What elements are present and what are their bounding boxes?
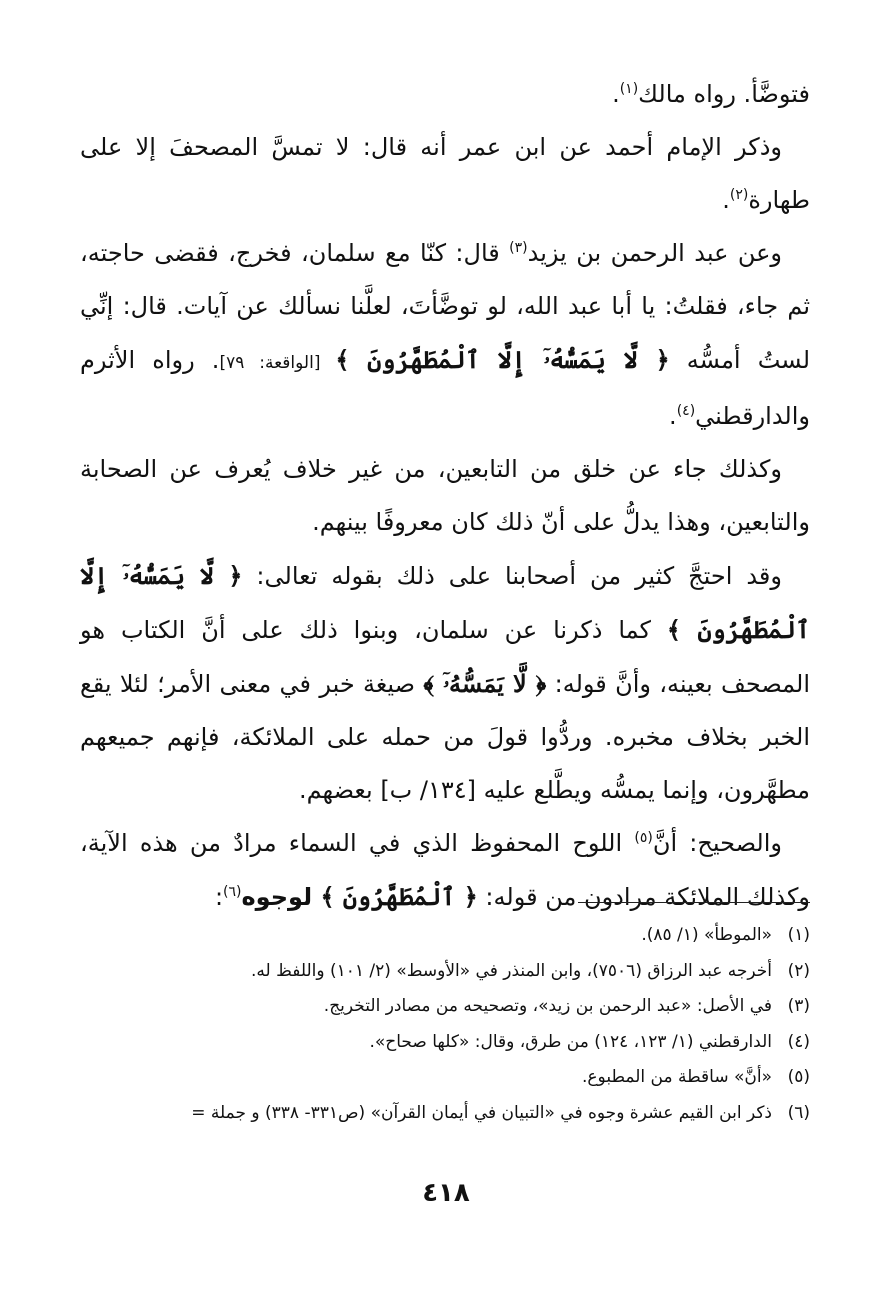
quran-verse: ﴿ لَّا يَمَسُّهُۥٓ ﴾ [423, 669, 547, 698]
footnote-text: ذكر ابن القيم عشرة وجوه في «التبيان في أيمان القرآن» (ص٣٣١- ٣٣٨) و جملة = [191, 1102, 772, 1123]
footnote-number: (١) [787, 925, 810, 945]
verse-citation: [الواقعة: ٧٩] [219, 353, 336, 373]
footnote-text: الدارقطني (١/ ١٢٣، ١٢٤) من طرق، وقال: «كلها صحاح». [369, 1031, 772, 1052]
footnotes [70, 918, 810, 1131]
footnote-text: «أنَّ» ساقطة من المطبوع. [581, 1067, 772, 1087]
page-number: ٤١٨ [422, 1178, 470, 1208]
quran-verse: ﴿ لَّا يَمَسُّهُۥٓ إِلَّا ٱلْمُطَهَّرُونَ ﴾ [80, 561, 811, 644]
quran-verse: ﴿ لَّا يَمَسُّهُۥٓ إِلَّا ٱلْمُطَهَّرُونَ ﴾ [335, 345, 670, 374]
footnote-text: أخرجه عبد الرزاق (٧٥٠٦)، وابن المنذر في «الأوسط» (٢/ ١٠١) واللفظ له. [250, 960, 772, 981]
footnote-divider [578, 902, 810, 903]
footnote-item [70, 989, 810, 1025]
footnote-number: (٦) [787, 1102, 810, 1123]
paragraph-2: وذكر الإمام أحمد عن ابن عمر أنه قال: لا تمسَّ المصحفَ إلا على طهارة$^{(٢)}$. [80, 133, 810, 214]
paragraph-6: والصحيح: أنَّ$^{(٥)}$ اللوح المحفوظ الذي في السماء مرادٌ من هذه الآية، وكذلك الملائكة مرادون من قوله: ﴿ ٱلْمُطَهَّرُونَ ﴾ لوجوه$^{(٦)}$: [80, 829, 810, 911]
footnote-item [70, 918, 810, 954]
footnote-text: «الموطأ» (١/ ٨٥). [641, 925, 772, 945]
footnote-item [70, 954, 810, 990]
footnote-ref-5[interactable]: (٥) [634, 830, 653, 846]
main-text [80, 68, 810, 924]
paragraph-3: وعن عبد الرحمن بن يزيد$^{(٣)}$ قال: كنّا مع سلمان، فخرج، فقضى حاجته، ثم جاء، فقلتُ: يا أبا عبد الله، لو توضَّأتَ، لعلَّنا نسألك عن آيات. قال: إنِّي لستُ أمسُّه ﴿ لَّا يَمَسُّهُۥٓ إِلَّا ٱلْمُطَهَّرُونَ ﴾ [الواقعة: ٧٩]. رواه الأثرم والدارقطني$^{(٤)}$. [80, 239, 811, 430]
footnote-item [70, 1096, 810, 1132]
footnote-item [70, 1025, 810, 1061]
footnote-ref-6[interactable]: (٦) [223, 884, 242, 900]
footnote-ref-4[interactable]: (٤) [676, 403, 696, 419]
footnote-number: (٥) [787, 1067, 810, 1087]
footnote-ref-3[interactable]: (٣) [509, 240, 528, 256]
footnote-text: في الأصل: «عبد الرحمن بن زيد»، وتصحيحه من مصادر التخريج. [323, 996, 772, 1016]
paragraph-4: وكذلك جاء عن خلق من التابعين، من غير خلاف يُعرف عن الصحابة والتابعين، وهذا يدلُّ على أنّ ذلك كان معروفًا بينهم. [80, 455, 810, 536]
footnote-number: (٣) [787, 996, 810, 1016]
quran-verse: ﴿ ٱلْمُطَهَّرُونَ ﴾ [320, 882, 478, 911]
footnote-number: (٢) [787, 960, 810, 981]
paragraph-1: فتوضَّأ. رواه مالك$^{(١)}$. [612, 80, 810, 108]
footnote-item [70, 1060, 810, 1096]
footnote-number: (٤) [787, 1031, 810, 1052]
paragraph-5: وقد احتجَّ كثير من أصحابنا على ذلك بقوله تعالى: ﴿ لَّا يَمَسُّهُۥٓ إِلَّا ٱلْمُطَهَّرُونَ ﴾ كما ذكرنا عن سلمان، وبنوا ذلك على أنَّ الكتاب هو المصحف بعينه، وأنَّ قوله: ﴿ لَّا يَمَسُّهُۥٓ ﴾ صيغة خبر في معنى الأمر؛ لئلا يقع الخبر بخلاف مخبره. وردُّوا قولَ من حمله على الملائكة، فإنهم جميعهم مطهَّرون، وإنما يمسُّه ويطَّلع عليه [١٣٤/ ب] بعضهم. [80, 561, 811, 804]
footnote-ref-2[interactable]: (٢) [729, 187, 749, 203]
footnote-ref-1[interactable]: (١) [619, 81, 639, 97]
